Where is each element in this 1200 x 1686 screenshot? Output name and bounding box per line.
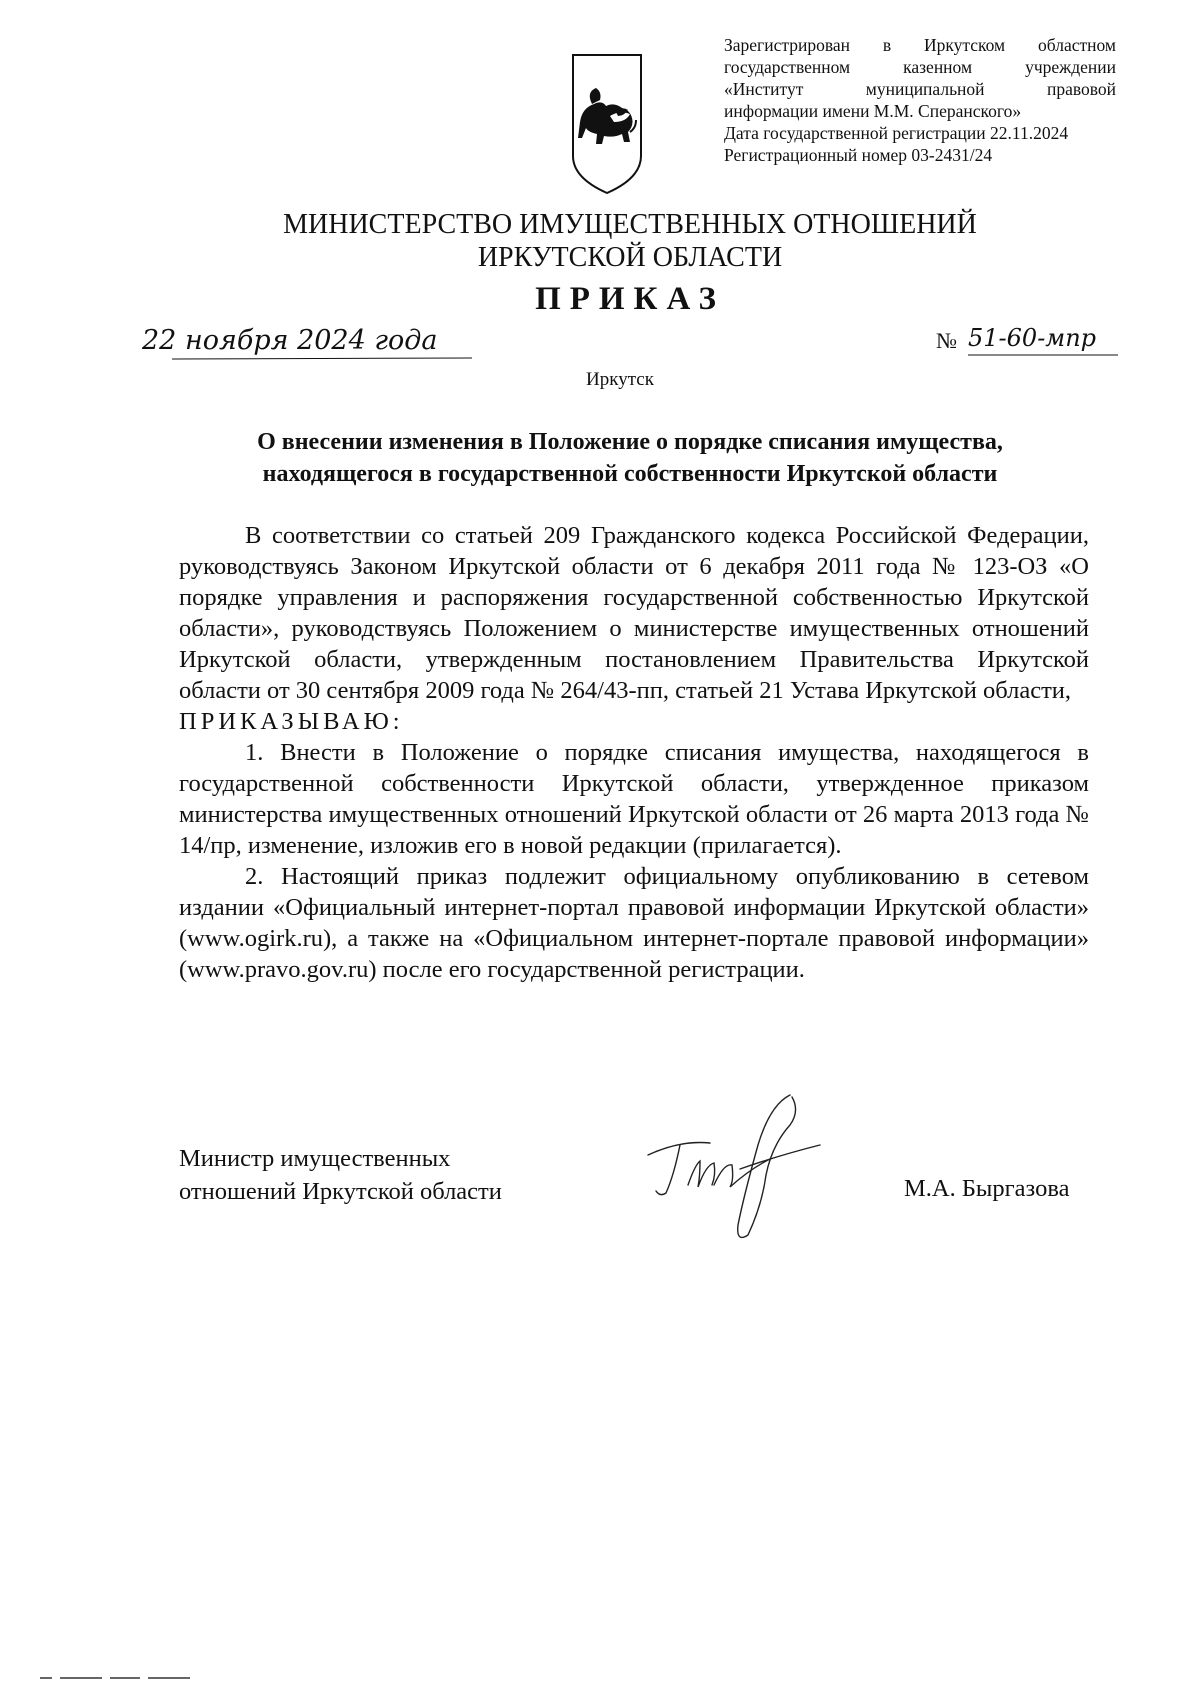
order-title: ПРИКАЗ bbox=[535, 281, 725, 317]
city-line bbox=[0, 369, 1200, 391]
ministry-name-line2: ИРКУТСКОЙ ОБЛАСТИ bbox=[477, 242, 783, 273]
handwritten-number bbox=[968, 320, 1158, 360]
item-2-paragraph: 2. Настоящий приказ подлежит официальному опубликованию в сетевом издании «Официальный интернет-портал правовой информации Иркутской области» (www.ogirk.ru), а также на «Официальном интернет-портале правовой информации» (www.pravo.gov.ru) после его государственной регистрации. bbox=[179, 863, 1089, 983]
registration-date: Дата государственной регистрации 22.11.2024 bbox=[724, 123, 1069, 143]
registration-line: государственном казенном учреждении bbox=[724, 57, 1116, 77]
registration-line: Зарегистрирован в Иркутском областном bbox=[724, 35, 1116, 55]
handwritten-date-text: 22 ноября 2024 года bbox=[142, 325, 438, 356]
ministry-name-line1: МИНИСТЕРСТВО ИМУЩЕСТВЕННЫХ ОТНОШЕНИЙ bbox=[283, 209, 977, 240]
handwritten-number-text: 51-60-мпр bbox=[968, 324, 1097, 352]
order-number bbox=[936, 320, 1162, 362]
order-body bbox=[179, 520, 1089, 985]
registration-stamp bbox=[724, 34, 1116, 166]
irkutsk-coat-of-arms-icon bbox=[570, 52, 644, 196]
signer-name: М.А. Быргазова bbox=[904, 1175, 1070, 1202]
ministry-name bbox=[180, 208, 1080, 274]
preamble-paragraph: В соответствии со статьей 209 Гражданского кодекса Российской Федерации, руководствуясь Законом Иркутской области от 6 декабря 2011 года № 123-ОЗ «О порядке управления и распоряжения государственной собственностью Иркутской области», руководствуясь Положением о министерстве имущественных отношений Иркутской области, утвержденным постановлением Правительства Иркутской области от 30 сентября 2009 года № 264/43-пп, статьей 21 Устава Иркутской области, bbox=[179, 522, 1089, 704]
signer-title-line1: Министр имущественных bbox=[179, 1145, 451, 1172]
subject-line2: находящегося в государственной собственности Иркутской области bbox=[262, 461, 998, 487]
registration-line: «Институт муниципальной правовой bbox=[724, 79, 1116, 99]
handwritten-date bbox=[142, 319, 512, 365]
item-1-paragraph: 1. Внести в Положение о порядке списания имущества, находящегося в государственной собственности Иркутской области, утвержденное приказом министерства имущественных отношений Иркутской области от 26 марта 2013 года № 14/пр, изменение, изложив его в новой редакции (прилагается). bbox=[179, 739, 1089, 859]
number-label: № bbox=[936, 328, 957, 353]
order-word: ПРИКАЗЫВАЮ: bbox=[179, 708, 404, 735]
city: Иркутск bbox=[586, 369, 654, 390]
registration-number: Регистрационный номер 03-2431/24 bbox=[724, 145, 993, 165]
order-subject bbox=[180, 426, 1080, 490]
subject-line1: О внесении изменения в Положение о порядке списания имущества, bbox=[257, 429, 1003, 455]
handwritten-signature-icon bbox=[640, 1085, 840, 1250]
signer-title-line2: отношений Иркутской области bbox=[179, 1178, 502, 1205]
scan-marks bbox=[40, 1668, 190, 1674]
signer-title bbox=[179, 1142, 502, 1208]
registration-line: информации имени М.М. Сперанского» bbox=[724, 101, 1022, 121]
